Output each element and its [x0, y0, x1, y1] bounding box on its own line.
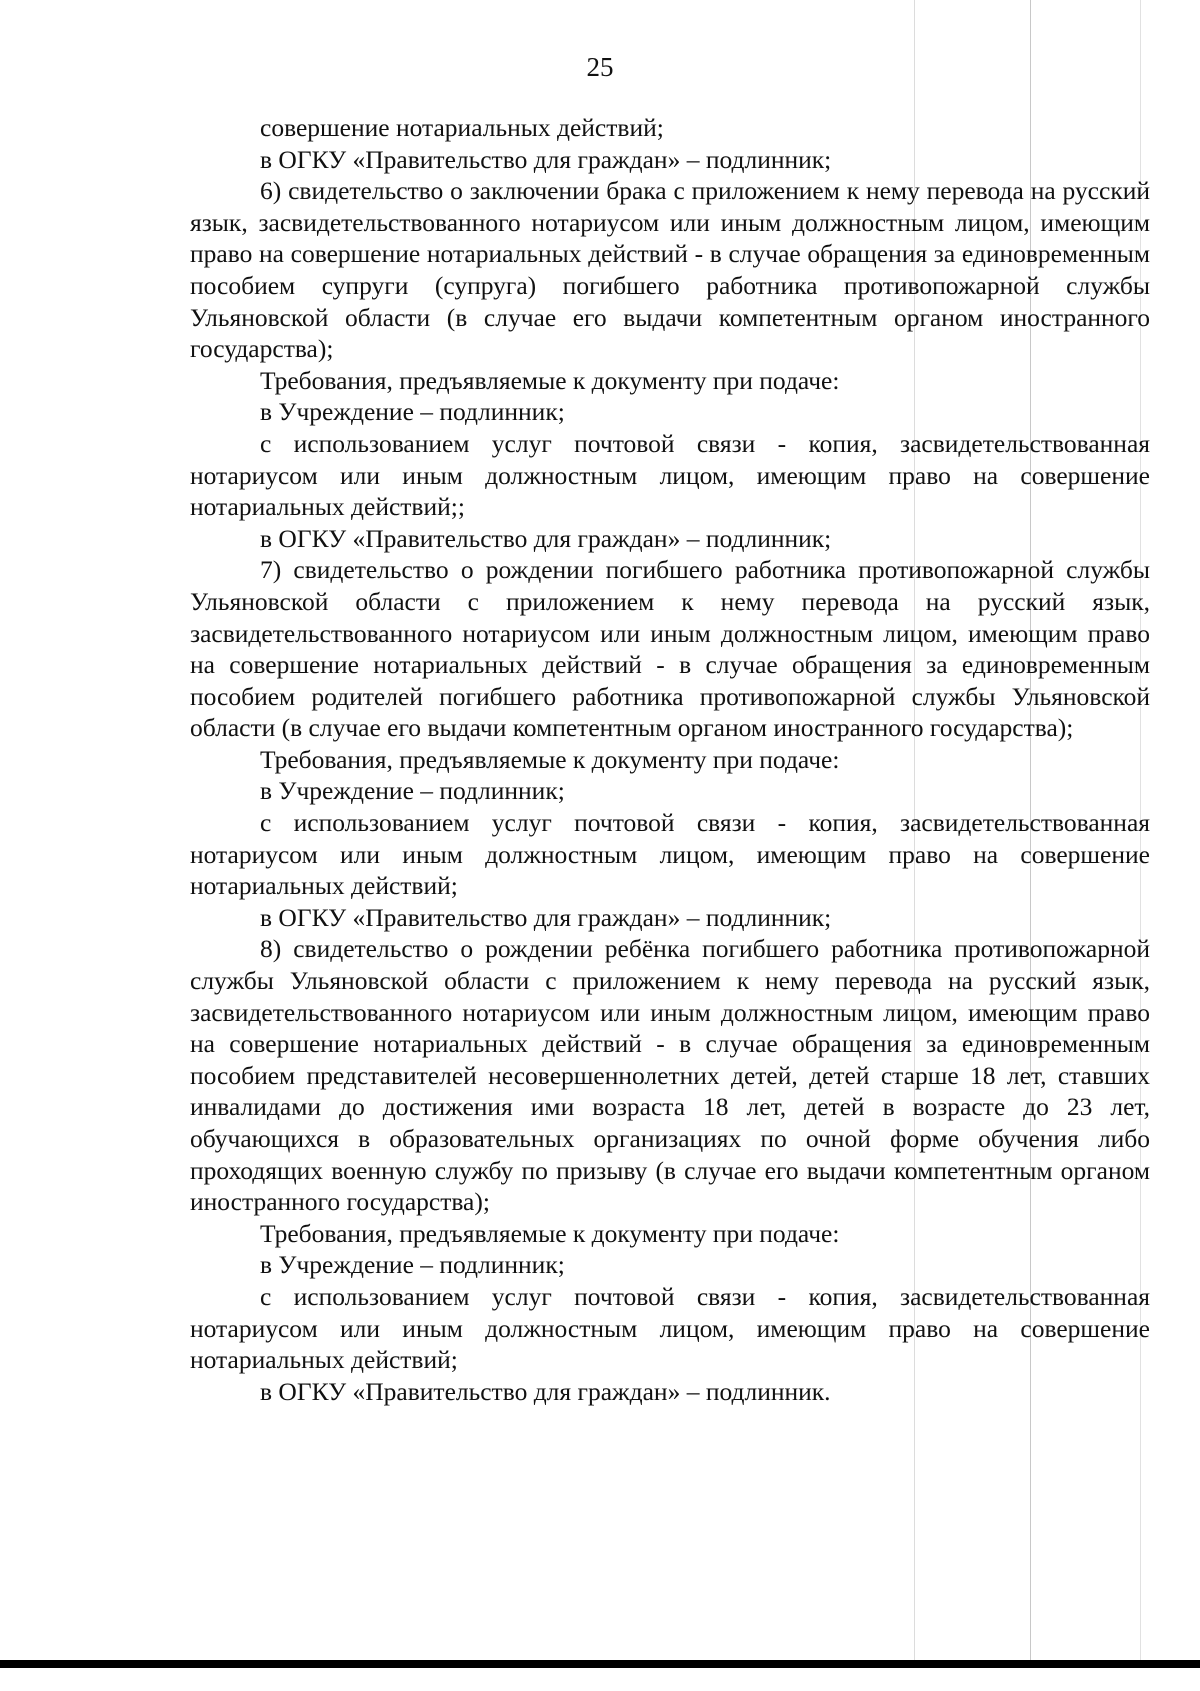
paragraph: Требования, предъявляемые к документу при подаче: — [260, 744, 840, 774]
paragraph: в Учреждение – подлинник; — [260, 397, 565, 427]
paragraph: Требования, предъявляемые к документу при подаче: — [260, 365, 840, 395]
paragraph: в Учреждение – подлинник; — [260, 776, 565, 806]
paragraph: с использованием услуг почтовой связи - копия, засвидетельствованная нотариусом или иным должностным лицом, имеющим право на совершение нотариальных действий; — [190, 1281, 1150, 1375]
paragraph: 8) свидетельство о рождении ребёнка погибшего работника противопожарной службы Ульяновской области с приложением к нему перевода на русский язык, засвидетельствованного нотариусом или иным должностным лицом, имеющим право на совершение нотариальных действий - в случае обращения за единовременным пособием представителей несовершеннолетних детей, детей старше 18 лет, ставших инвалидами до достижения ими возраста 18 лет, детей в возрасте до 23 лет, обучающихся в образовательных организациях по очной форме обучения либо проходящих военную службу по призыву (в случае его выдачи компетентным органом иностранного государства); — [190, 934, 1150, 1217]
paragraph: в ОГКУ «Правительство для граждан» – подлинник; — [260, 902, 832, 932]
paragraph: в Учреждение – подлинник; — [260, 1250, 565, 1280]
paragraph: в ОГКУ «Правительство для граждан» – подлинник. — [260, 1376, 831, 1406]
document-body — [190, 112, 1150, 1407]
paragraph: в ОГКУ «Правительство для граждан» – подлинник; — [260, 523, 832, 553]
paragraph: Требования, предъявляемые к документу при подаче: — [260, 1218, 840, 1248]
scan-bottom-border — [0, 1660, 1200, 1668]
paragraph: с использованием услуг почтовой связи - копия, засвидетельствованная нотариусом или иным должностным лицом, имеющим право на совершение нотариальных действий;; — [190, 428, 1150, 522]
paragraph: в ОГКУ «Правительство для граждан» – подлинник; — [260, 144, 832, 174]
paragraph: совершение нотариальных действий; — [260, 113, 664, 142]
paragraph: с использованием услуг почтовой связи - копия, засвидетельствованная нотариусом или иным должностным лицом, имеющим право на совершение нотариальных действий; — [190, 808, 1150, 901]
page-number: 25 — [586, 52, 614, 82]
paragraph: 6) свидетельство о заключении брака с приложением к нему перевода на русский язык, засвидетельствованного нотариусом или иным должностным лицом, имеющим право на совершение нотариальных действий - в случае обращения за единовременным пособием супруги (супруга) погибшего работника противопожарной службы Ульяновской области (в случае его выдачи компетентным органом иностранного государства); — [190, 176, 1150, 364]
paragraph: 7) свидетельство о рождении погибшего работника противопожарной службы Ульяновской области с приложением к нему перевода на русский язык, засвидетельствованного нотариусом или иным должностным лицом, имеющим право на совершение нотариальных действий - в случае обращения за единовременным пособием родителей погибшего работника противопожарной службы Ульяновской области (в случае его выдачи компетентным органом иностранного государства); — [190, 555, 1150, 743]
